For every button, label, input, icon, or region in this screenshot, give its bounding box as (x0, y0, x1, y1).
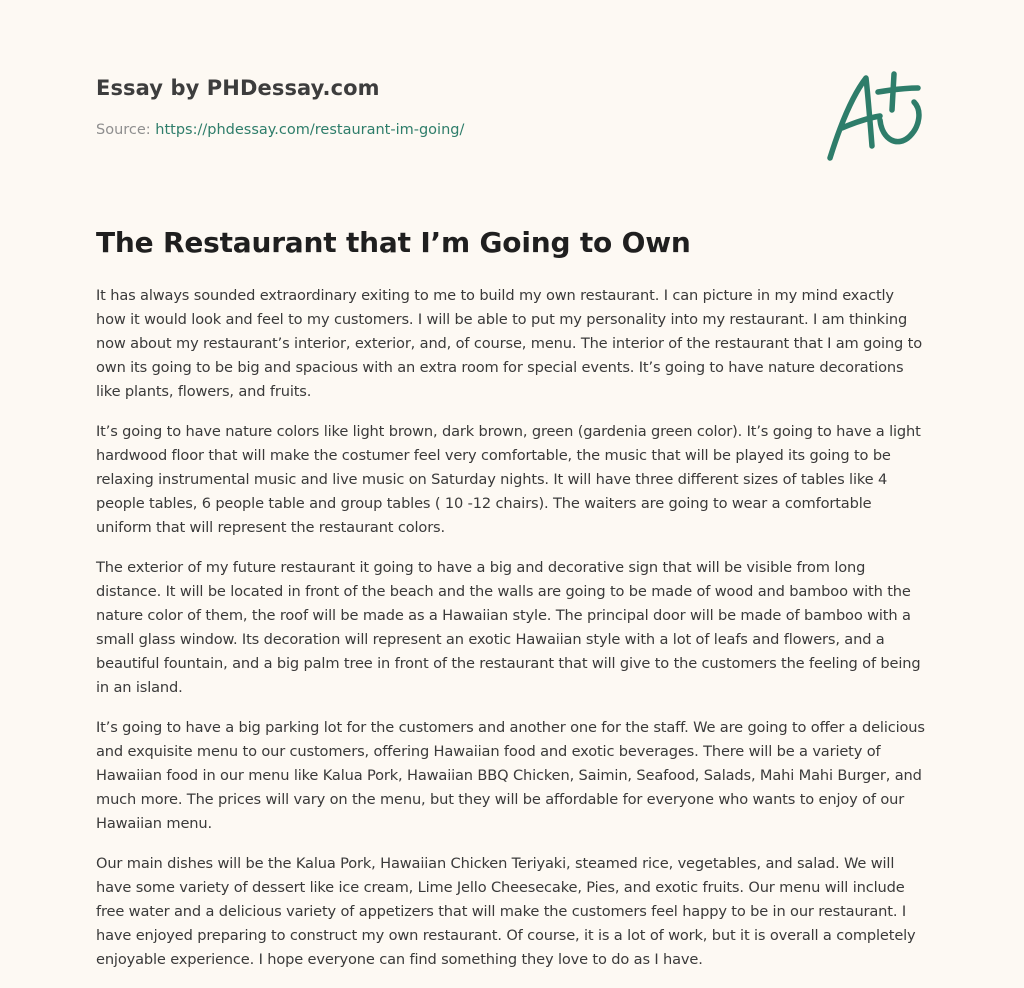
site-brand: Essay by PHDessay.com (96, 76, 380, 100)
essay-paragraph: Our main dishes will be the Kalua Pork, Hawaiian Chicken Teriyaki, steamed rice, vegetables, and salad. We will have some variety of dessert like ice cream, Lime Jello Cheesecake, Pies, and exotic fruits. Our menu will include free water and a delicious variety of appetizers that will make the customers feel happy to be in our restaurant. I have enjoyed preparing to construct my own restaurant. Of course, it is a lot of work, but it is overall a completely enjoyable experience. I hope everyone can find something they love to do as I have. (96, 855, 916, 968)
essay-title: The Restaurant that I’m Going to Own (96, 226, 691, 259)
a-plus-grade-icon (822, 66, 930, 166)
essay-paragraph: The exterior of my future restaurant it going to have a big and decorative sign that will be visible from long distance. It will be located in front of the beach and the walls are going to be made of wood and bamboo with the nature color of them, the roof will be made as a Hawaiian style. The principal door will be made of bamboo with a small glass window. Its decoration will represent an exotic Hawaiian style with a lot of leafs and flowers, and a beautiful fountain, and a big palm tree in front of the restaurant that will give to the customers the feeling of being in an island. (96, 559, 921, 696)
essay-body (96, 284, 928, 988)
source-label: Source: (96, 122, 151, 138)
essay-paragraph: It’s going to have a big parking lot for the customers and another one for the staff. We are going to offer a delicious and exquisite menu to our customers, offering Hawaiian food and exotic beverages. There will be a variety of Hawaiian food in our menu like Kalua Pork, Hawaiian BBQ Chicken, Saimin, Seafood, Salads, Mahi Mahi Burger, and much more. The prices will vary on the menu, but they will be affordable for everyone who wants to enjoy of our Hawaiian menu. (96, 719, 925, 832)
source-line (96, 122, 796, 138)
essay-paragraph: It’s going to have nature colors like light brown, dark brown, green (gardenia green color). It’s going to have a light hardwood floor that will make the costumer feel very comfortable, the music that will be played its going to be relaxing instrumental music and live music on Saturday nights. It will have three different sizes of tables like 4 people tables, 6 people table and group tables ( 10 -12 chairs). The waiters are going to wear a comfortable uniform that will represent the restaurant colors. (96, 423, 921, 536)
page-header (96, 76, 796, 138)
essay-paragraph: It has always sounded extraordinary exiting to me to build my own restaurant. I can picture in my mind exactly how it would look and feel to my customers. I will be able to put my personality into my restaurant. I am thinking now about my restaurant’s interior, exterior, and, of course, menu. The interior of the restaurant that I am going to own its going to be big and spacious with an extra room for special events. It’s going to have nature decorations like plants, flowers, and fruits. (96, 287, 922, 400)
source-link[interactable]: https://phdessay.com/restaurant-im-going/ (155, 122, 465, 138)
